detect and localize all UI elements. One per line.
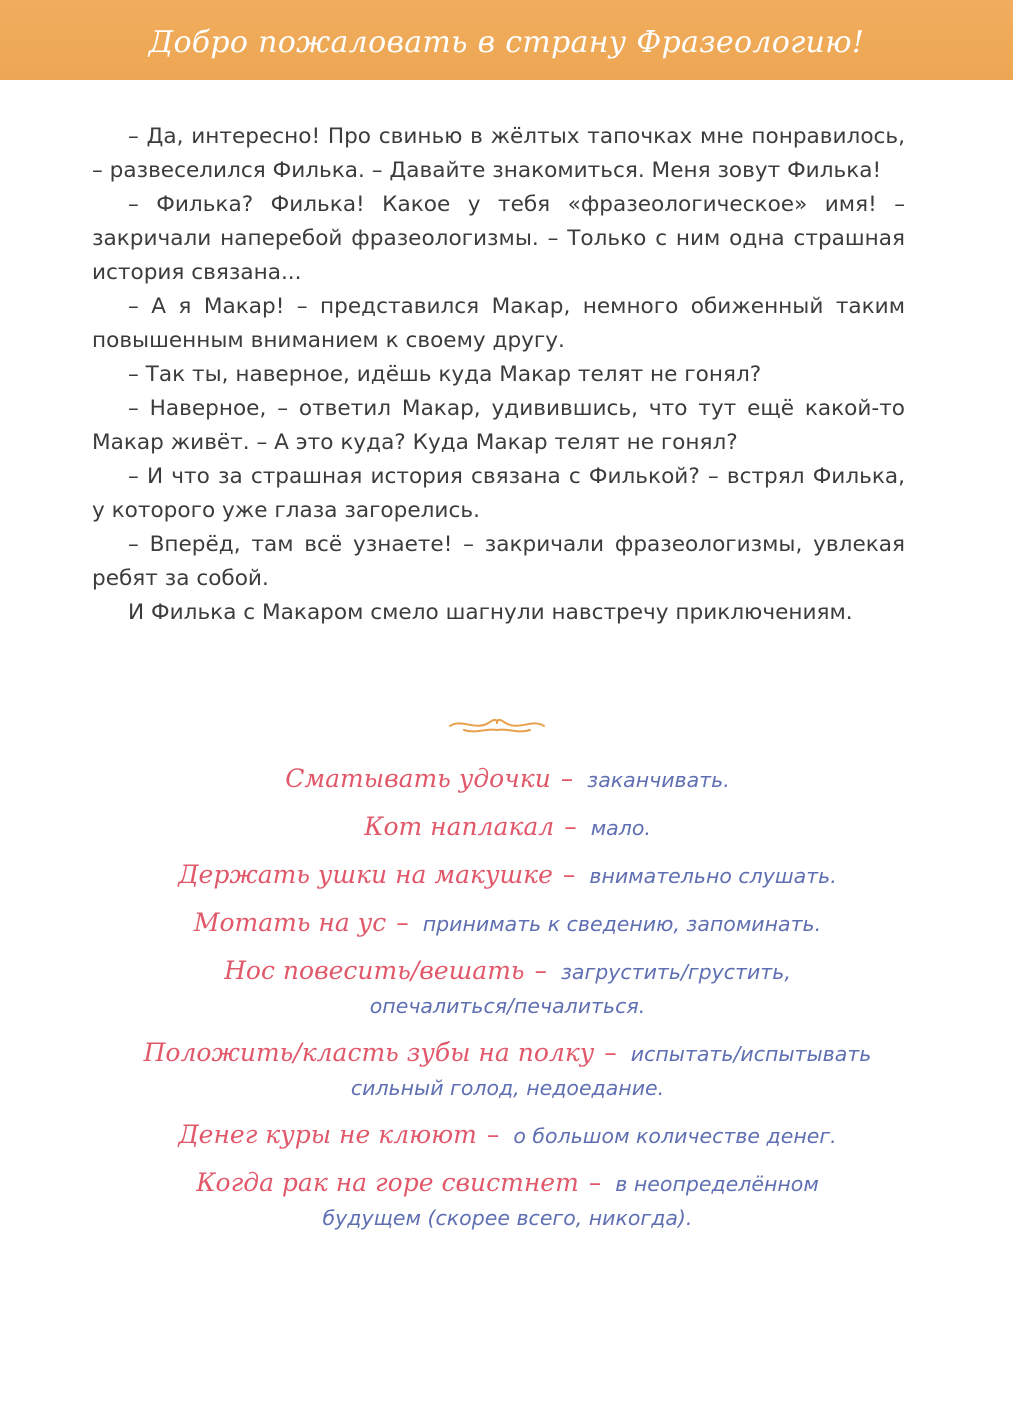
story-paragraph: – Да, интересно! Про свинью в жёлтых тапочках мне понравилось, – развеселился Филька. – Давайте знакомиться. Меня зовут Филька!	[92, 124, 905, 183]
entry-dash: –	[534, 956, 548, 985]
idiom-term: Нос повесить/вешать	[224, 956, 525, 985]
idiom-term: Кот наплакал	[364, 812, 555, 841]
idiom-definition: принимать к сведению, запоминать.	[422, 912, 822, 936]
idiom-definition: внимательно слушать.	[589, 864, 837, 888]
story-paragraph: – Так ты, наверное, идёшь куда Макар телят не гонял?	[128, 362, 762, 387]
entry-dash: –	[604, 1038, 617, 1067]
idiom-term: Положить/класть зубы на полку	[143, 1038, 595, 1067]
entry-dash: –	[560, 764, 574, 793]
page-title: Добро пожаловать в страну Фразеологию!	[148, 24, 865, 60]
idiom-glossary	[40, 762, 975, 1248]
idiom-definition: мало.	[590, 816, 651, 840]
idiom-term: Мотать на ус	[193, 908, 387, 937]
idiom-definition: заканчивать.	[587, 768, 730, 792]
idiom-term: Сматывать удочки	[285, 764, 551, 793]
story-paragraph: – Наверное, – ответил Макар, удивившись, что тут ещё какой-то Макар живёт. – А это куда? Куда Макар телят не гонял?	[92, 396, 905, 455]
idiom-term: Держать ушки на макушке	[178, 860, 553, 889]
glossary-entry	[188, 954, 828, 1024]
entry-dash: –	[486, 1120, 500, 1149]
entry-dash: –	[588, 1168, 602, 1197]
story-text	[92, 120, 905, 630]
story-paragraph: – Вперёд, там всё узнаете! – закричали фразеологизмы, увлекая ребят за собой.	[92, 532, 905, 591]
story-paragraph: И Филька с Макаром смело шагнули навстречу приключениям.	[128, 600, 853, 625]
story-paragraph: – Филька? Филька! Какое у тебя «фразеологическое» имя! – закричали наперебой фразеологизмы. – Только с ним одна страшная история связана...	[92, 192, 905, 285]
entry-dash: –	[396, 908, 409, 937]
idiom-term: Когда рак на горе свистнет	[196, 1168, 579, 1197]
glossary-entry	[128, 1036, 888, 1106]
entry-dash: –	[564, 812, 577, 841]
glossary-entry	[40, 762, 975, 798]
glossary-entry	[40, 810, 975, 846]
idiom-definition: о большом количестве денег.	[513, 1124, 837, 1148]
swirl-divider-icon	[446, 710, 548, 736]
glossary-entry	[40, 858, 975, 894]
glossary-entry	[40, 1118, 975, 1154]
idiom-definition: в неопределённом будущем (скорее всего, никогда).	[322, 1172, 819, 1230]
story-paragraph: – А я Макар! – представился Макар, немного обиженный таким повышенным вниманием к своему другу.	[92, 294, 905, 353]
story-paragraph: – И что за страшная история связана с Филькой? – встрял Филька, у которого уже глаза загорелись.	[92, 464, 905, 523]
idiom-definition: загрустить/грустить, опечалиться/печалиться.	[369, 960, 791, 1018]
glossary-entry	[168, 1166, 848, 1236]
glossary-entry	[40, 906, 975, 942]
header-band	[0, 0, 1013, 80]
idiom-definition: испытать/испытывать сильный голод, недоедание.	[350, 1042, 872, 1100]
entry-dash: –	[562, 860, 576, 889]
idiom-term: Денег куры не клюют	[178, 1120, 477, 1149]
